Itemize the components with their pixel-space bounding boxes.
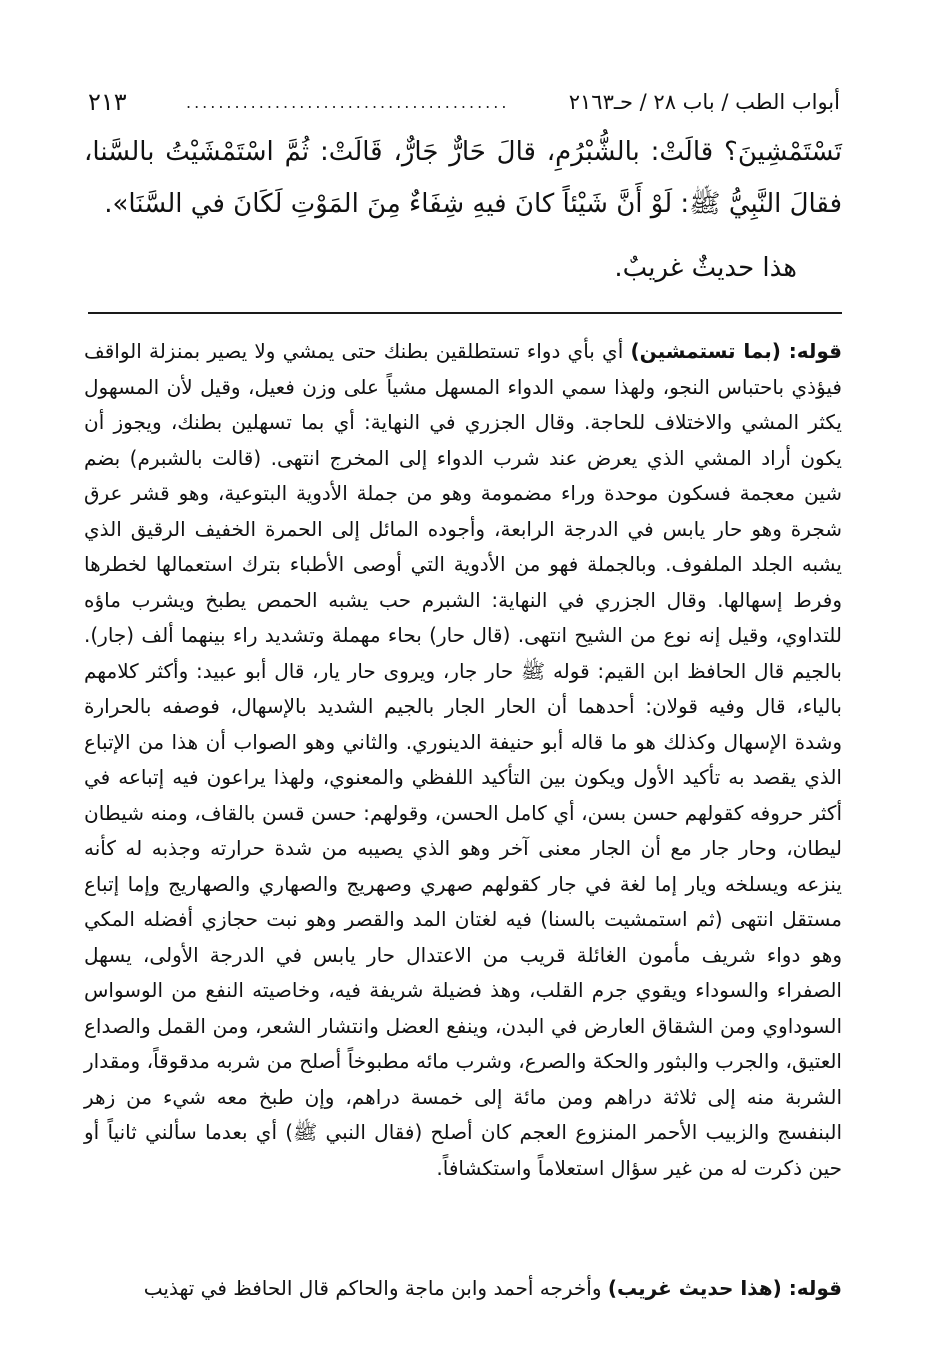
commentary-body: أي بأي دواء تستطلقين بطنك حتى يمشي ولا يصير بمنزلة الواقف فيؤذي باحتباس النجو، ولهذا سمي الدواء المسهل مشياً على وزن فعيل، وقيل لأن المسهول يكثر المشي والاختلاف للحاجة. وقال الجزري في النهاية: أي بما تسهلين بطنك، ويجوز أن يكون أراد المشي الذي يعرض عند شرب الدواء إلى المخرج انتهى. (قالت بالشبرم) بضم شين معجمة فسكون موحدة وراء مضمومة وهو من جملة الأدوية البتوعية، وهو قشر عرق شجرة وهو حار يابس في الدرجة الرابعة، وأجوده المائل إلى الحمرة الخفيف الرقيق الذي يشبه الجلد الملفوف. وبالجملة فهو من الأدوية التي أوصى الأطباء بترك استعمالها لخطرها وفرط إسهالها. وقال الجزري في النهاية: الشبرم حب يشبه الحمص يطبخ ويشرب ماؤه للتداوي، وقيل إنه نوع من الشيح انتهى. (قال حار) بحاء مهملة وتشديد راء بينهما ألف (جار). بالجيم قال الحافظ ابن القيم: قوله ﷺ حار جار، ويروى حار يار، قال أبو عبيد: وأكثر كلامهم بالياء، قال وفيه قولان: أحدهما أن الحار الجار بالجيم الشديد بالإسهال، فوصفه بالحرارة وشدة الإسهال وكذلك هو ما قاله أبو حنيفة الدينوري. والثاني وهو الصواب أن هذا من الإتباع الذي يقصد به تأكيد الأول ويكون بين التأكيد اللفظي والمعنوي، ولهذا يراعون فيه إتباعه في أكثر حروفه كقولهم حسن بسن، أي كامل الحسن، وقولهم: حسن قسن بالقاف، ومنه شيطان ليطان، وحار جار مع أن الجار معنى آخر وهو الذي يصيبه من شدة حرارته وجذبه له كأنه ينزعه ويسلخه ويار إما لغة في جار كقولهم صهري وصهريج والصهاري والصهاريج وإما إتباع مستقل انتهى (ثم استمشيت بالسنا) فيه لغتان المد والقصر وهو نبت حجازي أفضله المكي وهو دواء شريف مأمون الغائلة قريب من الاعتدال حار يابس في الدرجة الأولى، يسهل الصفراء والسوداء ويقوي جرم القلب، وهذ فضيلة شريفة فيه، وخاصيته النفع من الوسواس السوداوي ومن الشقاق العارض في البدن، وينفع العضل وانتشار الشعر، ومن القمل والصداع العتيق، والجرب والبثور والحكة والصرع، وشرب مائه مطبوخاً أصلح من شربه مدقوقاً، ومقدار الشربة منه إلى ثلاثة دراهم ومن مائة إلى خمسة دراهم، وإن طبخ معه شيء من زهر البنفسج والزبيب الأحمر المنزوع العجم كان أصلح (فقال النبي ﷺ) أي بعدما سألني ثانياً أو حين ذكرت له من غير سؤال استعلاماً واستكشافاً.	[84, 339, 842, 1180]
footer-body: وأخرجه أحمد وابن ماجة والحاكم قال الحافظ في تهذيب	[143, 1276, 602, 1300]
running-title: أبواب الطب / باب ٢٨ / حـ٢١٦٣	[568, 90, 840, 114]
hadith-verdict: هذا حديثٌ غريبٌ.	[614, 253, 797, 283]
page-number: ٢١٣	[88, 88, 127, 116]
footer-commentary	[84, 1270, 842, 1306]
footer-lead: قوله: (هذا حديث غريب)	[607, 1276, 842, 1300]
header-leader-dots: ........................................	[185, 92, 510, 112]
hadith-text: تَسْتَمْشِينَ؟ قالَتْ: بالشُّبْرُمِ، قالَ حَارٌّ جَارٌّ، قَالَتْ: ثُمَّ اسْتَمْشَيْتُ بالسَّنا، فقالَ النَّبِيُّ ﷺ: لَوْ أَنَّ شَيْئاً كانَ فيهِ شِفَاءٌ مِنَ المَوْتِ لَكَانَ في السَّنَا».	[84, 137, 842, 219]
section-divider	[88, 312, 842, 314]
page-header	[88, 82, 840, 122]
commentary-lead: قوله: (بما تستمشين)	[630, 339, 842, 363]
commentary-block	[84, 334, 842, 1186]
